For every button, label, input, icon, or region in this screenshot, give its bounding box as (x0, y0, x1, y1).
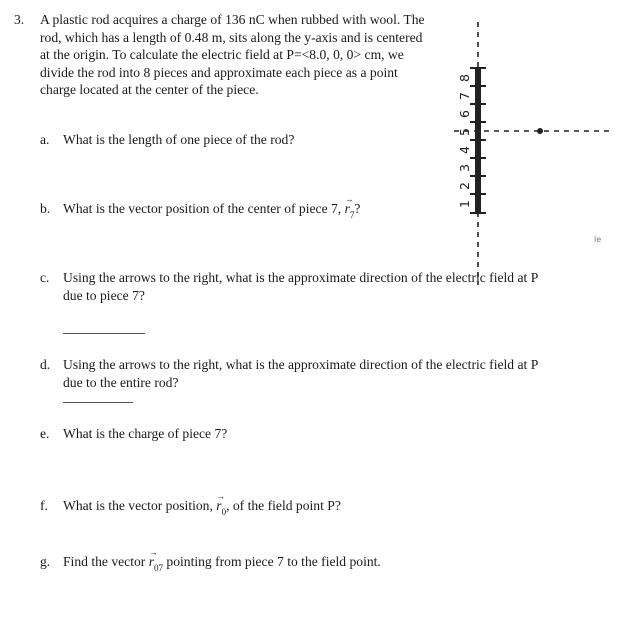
question-f-text (63, 497, 443, 515)
field-point-p (537, 128, 543, 134)
question-d-letter: d. (40, 357, 51, 372)
r07-subscript: 07 (154, 562, 163, 573)
piece-label-8: 8 (457, 74, 472, 82)
question-e-text: What is the charge of piece 7? (63, 426, 228, 441)
question-c-text: Using the arrows to the right, what is the approximate direction of the electric field at P due to piece 7? (63, 270, 538, 303)
r0-vector-symbol: → r (216, 497, 221, 515)
piece-label-3: 3 (457, 164, 472, 172)
r0-subscript: 0 (221, 506, 227, 517)
rod-diagram (440, 20, 619, 290)
question-f-letter: f. (40, 498, 48, 513)
question-b-text (63, 200, 443, 218)
question-g-text-pre: Find the vector (63, 554, 149, 569)
question-a-text: What is the length of one piece of the rod? (63, 132, 295, 147)
question-f-text-pre: What is the vector position, (63, 498, 217, 513)
r07-vector-symbol: → r (149, 553, 154, 571)
question-f-text-post: , of the field point P? (226, 498, 341, 513)
problem-number: 3. (14, 12, 25, 27)
problem-statement: A plastic rod acquires a charge of 136 nC when rubbed with wool. The rod, which has a length of 0.48 m, sits along the y-axis and is centered at the origin. To calculate the electric field at P=<8.0, 0, 0> cm, we divide the rod into 8 pieces and approximate each piece as a point charge located at the center of the piece. (40, 12, 425, 97)
cropped-margin-note: le (594, 235, 602, 244)
answer-blank-d[interactable] (63, 402, 133, 403)
question-d-text: Using the arrows to the right, what is the approximate direction of the electric field at P due to the entire rod? (63, 357, 538, 390)
question-g-text (63, 553, 493, 571)
piece-label-5: 5 (457, 128, 472, 136)
question-b-letter: b. (40, 201, 51, 216)
piece-label-7: 7 (457, 92, 472, 100)
question-b-text-post: ? (354, 201, 361, 216)
r7-vector-symbol: → r (345, 200, 350, 218)
answer-blank-c[interactable] (63, 333, 145, 334)
question-e-letter: e. (40, 426, 50, 441)
r7-subscript: 7 (349, 209, 355, 220)
question-b-text-pre: What is the vector position of the center of piece 7, (63, 201, 345, 216)
piece-label-4: 4 (457, 146, 472, 154)
piece-label-1: 1 (457, 200, 472, 208)
question-a-letter: a. (40, 132, 50, 147)
piece-label-6: 6 (457, 110, 472, 118)
question-g-letter: g. (40, 554, 51, 569)
question-g-text-post: pointing from piece 7 to the field point. (163, 554, 381, 569)
question-c-letter: c. (40, 270, 50, 285)
piece-label-2: 2 (457, 182, 472, 190)
